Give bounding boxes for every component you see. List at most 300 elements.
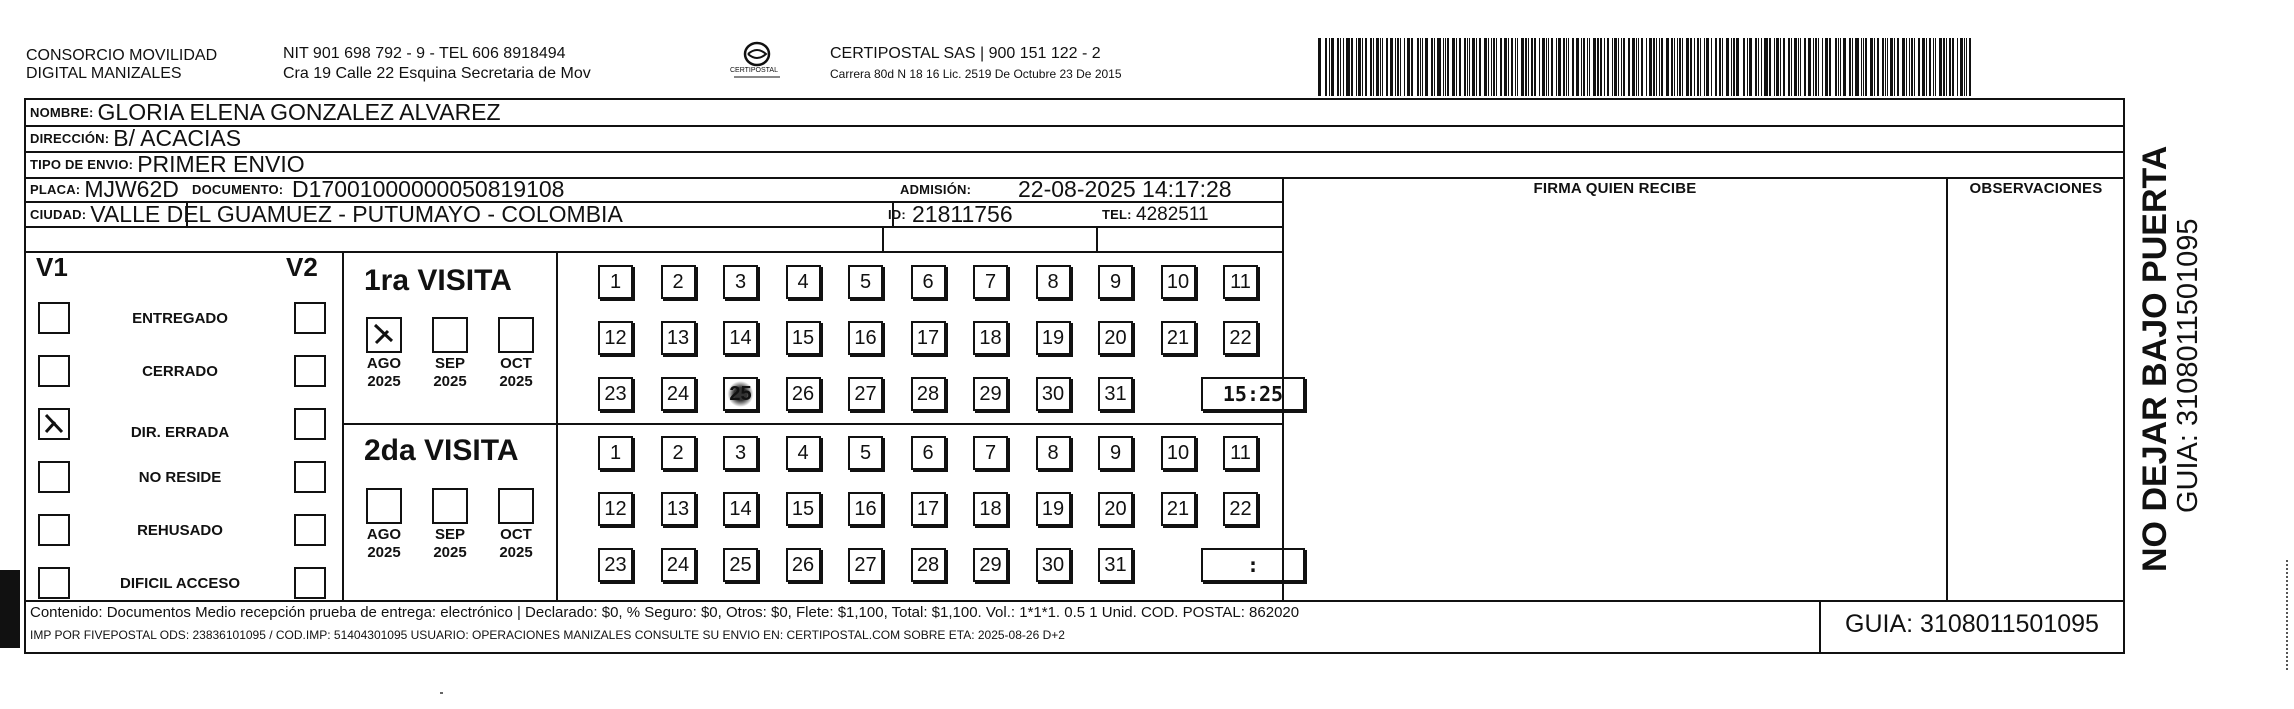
year-label: 2025: [433, 373, 467, 390]
barcode-bar: [1607, 38, 1609, 96]
day-box[interactable]: 27: [848, 377, 883, 411]
barcode-bar: [1431, 38, 1433, 96]
barcode-bar: [1604, 38, 1605, 96]
scan-dot: [440, 692, 443, 694]
barcode-bar: [1370, 38, 1372, 96]
barcode-bar: [1551, 38, 1553, 96]
month-year-label: [494, 355, 538, 391]
barcode-bar: [1943, 38, 1945, 96]
status-label: REHUSADO: [137, 522, 223, 539]
firma-label: FIRMA QUIEN RECIBE: [1533, 180, 1697, 197]
barcode-bar: [1484, 38, 1487, 96]
barcode-bar: [1452, 38, 1455, 96]
admision-label: ADMISIÓN:: [900, 182, 972, 197]
barcode-bar: [1539, 38, 1540, 96]
barcode-bar: [1659, 38, 1660, 96]
footer-imp: IMP POR FIVEPOSTAL ODS: 23836101095 / COD.IMP: 51404301095 USUARIO: OPERACIONES MANIZALES CONSULTE SU ENVIO EN: CERTIPOSTAL.COM SOBRE ETA: 2025-08-26 D+2: [30, 628, 1065, 642]
day-box[interactable]: 1: [598, 436, 633, 470]
barcode-bar: [1612, 38, 1613, 96]
barcode-bar: [1935, 38, 1936, 96]
barcode-bar: [1715, 38, 1717, 96]
barcode-bar: [1581, 38, 1582, 96]
barcode-bar: [1623, 38, 1625, 96]
left-edge-bar: [0, 570, 20, 648]
checkmark-icon: [40, 410, 68, 438]
barcode-bar: [1417, 38, 1419, 96]
barcode-bar: [1870, 38, 1873, 96]
barcode-bar: [1390, 38, 1393, 96]
barcode-bar: [1576, 38, 1579, 96]
barcode-bar: [1443, 38, 1444, 96]
barcode-bar: [1861, 38, 1862, 96]
ciudad-value: VALLE DEL GUAMUEZ - PUTUMAYO - COLOMBIA: [90, 201, 623, 227]
barcode-bar: [1882, 38, 1884, 96]
barcode-bar: [1508, 38, 1509, 96]
side-warning: NO DEJAR BAJO PUERTA: [2136, 145, 2174, 572]
footer-contenido: Contenido: Documentos Medio recepción prueba de entrega: electrónico | Declarado: $0, % Seguro: $0, Otros: $0, Flete: $1,100, Total: $1,100. Vol.: 1*1*1. 0.5 1 Unid. COD. POSTAL: 862020: [30, 604, 1300, 621]
barcode-bar: [1946, 38, 1947, 96]
day-box[interactable]: 22: [1223, 492, 1258, 526]
barcode-bar: [1628, 38, 1630, 96]
barcode-bar: [1677, 38, 1678, 96]
v2-header: V2: [286, 252, 318, 282]
barcode-bar: [1769, 38, 1771, 96]
barcode-bar: [1897, 38, 1899, 96]
day-box[interactable]: 17: [911, 321, 946, 355]
barcode-bar: [1456, 38, 1457, 96]
carrier-line: CERTIPOSTAL SAS | 900 151 122 - 2: [830, 45, 1101, 62]
barcode-bar: [1459, 38, 1461, 96]
documento-label: DOCUMENTO:: [192, 182, 284, 197]
barcode: [1318, 38, 1978, 96]
v1-checkbox[interactable]: [38, 461, 70, 493]
barcode-bar: [1774, 38, 1775, 96]
barcode-bar: [1397, 38, 1399, 96]
barcode-bar: [1614, 38, 1617, 96]
placa-label: PLACA:: [30, 182, 81, 197]
day-box[interactable]: 14: [723, 321, 758, 355]
day-box[interactable]: 4: [786, 436, 821, 470]
barcode-bar: [1686, 38, 1689, 96]
year-label: 2025: [499, 544, 533, 561]
barcode-bar: [1743, 38, 1745, 96]
day-box[interactable]: 26: [786, 548, 821, 582]
day-box[interactable]: 3: [723, 265, 758, 299]
day-box[interactable]: 25: [723, 548, 758, 582]
barcode-bar: [1641, 38, 1643, 96]
barcode-bar: [1558, 38, 1561, 96]
barcode-bar: [1863, 38, 1864, 96]
barcode-bar: [1542, 38, 1545, 96]
barcode-bar: [1521, 38, 1524, 96]
barcode-bar: [1373, 38, 1374, 96]
day-box[interactable]: 12: [598, 321, 633, 355]
day-box[interactable]: 7: [973, 265, 1008, 299]
barcode-bar: [1825, 38, 1828, 96]
nombre-row: [26, 100, 501, 125]
barcode-bar: [1491, 38, 1492, 96]
barcode-bar: [1794, 38, 1797, 96]
tel-label: TEL:: [1102, 207, 1132, 222]
barcode-bar: [1719, 38, 1721, 96]
month-label: AGO: [366, 355, 402, 372]
documento-value: D17001000000050819108: [292, 176, 565, 202]
year-label: 2025: [499, 373, 533, 390]
id-label: ID:: [888, 207, 906, 222]
admision-value: 22-08-2025 14:17:28: [1018, 176, 1232, 202]
ciudad-row: [26, 201, 1209, 227]
v1-checkbox[interactable]: [38, 514, 70, 546]
barcode-bar: [1572, 38, 1574, 96]
day-box[interactable]: 19: [1036, 321, 1071, 355]
day-box[interactable]: 2: [661, 436, 696, 470]
barcode-bar: [1331, 38, 1334, 96]
day-box[interactable]: 5: [848, 436, 883, 470]
barcode-bar: [1939, 38, 1942, 96]
v1-checkbox[interactable]: [38, 302, 70, 334]
status-label: ENTREGADO: [132, 310, 228, 327]
carrier-address: Carrera 80d N 18 16 Lic. 2519 De Octubre 23 De 2015: [830, 67, 1122, 81]
v1-checkbox[interactable]: [38, 408, 70, 440]
tipo-envio-row: [26, 152, 305, 177]
barcode-bar: [1818, 38, 1819, 96]
day-box[interactable]: 21: [1161, 321, 1196, 355]
barcode-bar: [1964, 38, 1965, 96]
barcode-bar: [1764, 38, 1768, 96]
day-box[interactable]: 12: [598, 492, 633, 526]
barcode-bar: [1804, 38, 1806, 96]
checkmark-icon: [368, 319, 400, 351]
month-checkbox[interactable]: [498, 488, 534, 524]
barcode-bar: [1500, 38, 1502, 96]
day-box[interactable]: 4: [786, 265, 821, 299]
month-year-label: [362, 526, 406, 562]
day-box[interactable]: 29: [973, 377, 1008, 411]
day-box[interactable]: 27: [848, 548, 883, 582]
month-checkbox[interactable]: [366, 317, 402, 353]
barcode-bar: [1783, 38, 1785, 96]
barcode-bar: [1380, 38, 1381, 96]
month-year-label: [428, 526, 472, 562]
logo-text: CERTIPOSTAL: [730, 67, 778, 74]
barcode-bar: [1618, 38, 1619, 96]
barcode-bar: [1838, 38, 1839, 96]
barcode-bar: [1358, 38, 1361, 96]
barcode-bar: [1583, 38, 1585, 96]
day-box[interactable]: 29: [973, 548, 1008, 582]
barcode-bar: [1704, 38, 1705, 96]
barcode-bar: [1343, 38, 1344, 96]
barcode-bar: [1593, 38, 1596, 96]
status-label: CERRADO: [142, 363, 218, 380]
barcode-bar: [1855, 38, 1859, 96]
day-box[interactable]: 5: [848, 265, 883, 299]
barcode-bar: [1791, 38, 1792, 96]
barcode-bar: [1918, 38, 1920, 96]
barcode-bar: [1690, 38, 1692, 96]
barcode-bar: [1504, 38, 1507, 96]
barcode-bar: [1636, 38, 1637, 96]
barcode-bar: [1646, 38, 1647, 96]
day-box[interactable]: 30: [1036, 377, 1071, 411]
day-box[interactable]: 18: [973, 492, 1008, 526]
barcode-bar: [1649, 38, 1652, 96]
barcode-bar: [1679, 38, 1681, 96]
barcode-bar: [1351, 38, 1353, 96]
day-box[interactable]: 28: [911, 377, 946, 411]
barcode-bar: [1957, 38, 1958, 96]
barcode-bar: [1400, 38, 1401, 96]
v2-checkbox[interactable]: [294, 302, 326, 334]
day-box[interactable]: 23: [598, 377, 633, 411]
certipostal-logo: [724, 40, 790, 86]
barcode-bar: [1525, 38, 1527, 96]
barcode-bar: [1425, 38, 1428, 96]
year-label: 2025: [433, 544, 467, 561]
company-line-2: DIGITAL MANIZALES: [26, 65, 182, 82]
barcode-bar: [1365, 38, 1367, 96]
barcode-bar: [1780, 38, 1781, 96]
day-box[interactable]: 9: [1098, 436, 1133, 470]
barcode-bar: [1808, 38, 1811, 96]
barcode-bar: [1726, 38, 1729, 96]
barcode-bar: [1674, 38, 1675, 96]
v1-checkbox[interactable]: [38, 567, 70, 599]
month-checkbox[interactable]: [432, 488, 468, 524]
day-box[interactable]: 16: [848, 321, 883, 355]
barcode-bar: [1638, 38, 1639, 96]
ciudad-label: CIUDAD:: [30, 207, 87, 222]
day-box[interactable]: 20: [1098, 321, 1133, 355]
barcode-bar: [1736, 38, 1739, 96]
barcode-bar: [1952, 38, 1954, 96]
barcode-bar: [1469, 38, 1470, 96]
barcode-bar: [1852, 38, 1853, 96]
barcode-bar: [1700, 38, 1701, 96]
barcode-bar: [1815, 38, 1817, 96]
barcode-bar: [1556, 38, 1557, 96]
direccion-label: DIRECCIÓN:: [30, 131, 110, 146]
day-box[interactable]: 22: [1223, 321, 1258, 355]
barcode-bar: [1362, 38, 1363, 96]
day-box[interactable]: 26: [786, 377, 821, 411]
barcode-bar: [1472, 38, 1475, 96]
nombre-value: GLORIA ELENA GONZALEZ ALVAREZ: [97, 99, 501, 125]
barcode-bar: [1755, 38, 1757, 96]
day-box[interactable]: 13: [661, 321, 696, 355]
barcode-bar: [1517, 38, 1518, 96]
day-box[interactable]: 6: [911, 436, 946, 470]
barcode-bar: [1376, 38, 1379, 96]
barcode-bar: [1467, 38, 1468, 96]
barcode-bar: [1711, 38, 1712, 96]
barcode-bar: [1949, 38, 1951, 96]
status-label: DIFICIL ACCESO: [119, 575, 240, 592]
barcode-bar: [1966, 38, 1967, 96]
barcode-bar: [1318, 38, 1321, 96]
barcode-bar: [1531, 38, 1533, 96]
barcode-bar: [1476, 38, 1477, 96]
barcode-bar: [1776, 38, 1779, 96]
barcode-bar: [1621, 38, 1622, 96]
day-box[interactable]: 15: [786, 321, 821, 355]
day-box[interactable]: 8: [1036, 265, 1071, 299]
v2-checkbox[interactable]: [294, 355, 326, 387]
barcode-bar: [1960, 38, 1963, 96]
barcode-bar: [1894, 38, 1895, 96]
barcode-bar: [1563, 38, 1565, 96]
barcode-bar: [1682, 38, 1683, 96]
day-box[interactable]: 11: [1223, 436, 1258, 470]
barcode-bar: [1340, 38, 1341, 96]
time-box[interactable]: 15:25: [1201, 377, 1305, 411]
day-box[interactable]: 1: [598, 265, 633, 299]
barcode-bar: [1515, 38, 1516, 96]
year-label: 2025: [367, 373, 401, 390]
day-box[interactable]: 24: [661, 377, 696, 411]
month-checkbox[interactable]: [432, 317, 468, 353]
day-box[interactable]: 6: [911, 265, 946, 299]
day-box[interactable]: 20: [1098, 492, 1133, 526]
barcode-bar: [1747, 38, 1748, 96]
barcode-bar: [1422, 38, 1423, 96]
barcode-bar: [1849, 38, 1851, 96]
month-checkbox[interactable]: [498, 317, 534, 353]
barcode-bar: [1671, 38, 1673, 96]
observaciones-label: OBSERVACIONES: [1969, 180, 2103, 197]
barcode-bar: [1835, 38, 1837, 96]
tel-value: 4282511: [1136, 203, 1209, 225]
barcode-bar: [1933, 38, 1934, 96]
barcode-bar: [1798, 38, 1799, 96]
day-box[interactable]: 31: [1098, 377, 1133, 411]
barcode-bar: [1661, 38, 1663, 96]
day-box[interactable]: 28: [911, 548, 946, 582]
nombre-label: NOMBRE:: [30, 105, 94, 120]
barcode-bar: [1329, 38, 1330, 96]
day-box[interactable]: 13: [661, 492, 696, 526]
day-box[interactable]: 10: [1161, 436, 1196, 470]
company-info: [283, 44, 591, 84]
right-edge-mark: [2286, 560, 2290, 670]
barcode-bar: [1877, 38, 1879, 96]
barcode-bar: [1887, 38, 1888, 96]
barcode-bar: [1890, 38, 1893, 96]
day-box[interactable]: 17: [911, 492, 946, 526]
barcode-bar: [1395, 38, 1396, 96]
barcode-bar: [1666, 38, 1669, 96]
barcode-bar: [1404, 38, 1405, 96]
day-box[interactable]: 8: [1036, 436, 1071, 470]
barcode-bar: [1694, 38, 1695, 96]
barcode-bar: [1909, 38, 1910, 96]
barcode-bar: [1822, 38, 1823, 96]
v2-checkbox[interactable]: [294, 408, 326, 440]
barcode-bar: [1911, 38, 1913, 96]
barcode-bar: [1587, 38, 1588, 96]
barcode-bar: [1356, 38, 1357, 96]
barcode-bar: [1885, 38, 1886, 96]
barcode-bar: [1656, 38, 1657, 96]
day-box[interactable]: 24: [661, 548, 696, 582]
id-value: 21811756: [912, 201, 1013, 227]
barcode-bar: [1325, 38, 1327, 96]
day-box[interactable]: 23: [598, 548, 633, 582]
barcode-bar: [1420, 38, 1421, 96]
barcode-bar: [1386, 38, 1388, 96]
barcode-bar: [1733, 38, 1735, 96]
status-label: DIR. ERRADA: [130, 424, 230, 441]
day-box[interactable]: 31: [1098, 548, 1133, 582]
barcode-bar: [1346, 38, 1350, 96]
day-box[interactable]: 14: [723, 492, 758, 526]
barcode-bar: [1445, 38, 1446, 96]
day-box[interactable]: 30: [1036, 548, 1071, 582]
day-box[interactable]: 3: [723, 436, 758, 470]
barcode-bar: [1407, 38, 1410, 96]
barcode-bar: [1840, 38, 1841, 96]
barcode-bar: [1434, 38, 1435, 96]
barcode-bar: [1632, 38, 1635, 96]
delivery-form: [24, 98, 2125, 654]
day-box[interactable]: 15: [786, 492, 821, 526]
barcode-bar: [1874, 38, 1875, 96]
day-box[interactable]: 10: [1161, 265, 1196, 299]
time-box[interactable]: :: [1201, 548, 1305, 582]
placa-value: MJW62D: [84, 176, 179, 202]
barcode-bar: [1914, 38, 1915, 96]
barcode-bar: [1600, 38, 1602, 96]
day-box[interactable]: 25: [723, 377, 758, 411]
side-guia: GUIA: 3108011501095: [2172, 218, 2204, 513]
day-box[interactable]: 18: [973, 321, 1008, 355]
day-box[interactable]: 2: [661, 265, 696, 299]
barcode-bar: [1488, 38, 1489, 96]
barcode-bar: [1731, 38, 1732, 96]
barcode-bar: [1411, 38, 1413, 96]
barcode-bar: [1926, 38, 1927, 96]
v2-checkbox[interactable]: [294, 567, 326, 599]
barcode-bar: [1800, 38, 1801, 96]
barcode-bar: [1902, 38, 1905, 96]
carrier-info: [830, 44, 1122, 82]
day-box[interactable]: 7: [973, 436, 1008, 470]
barcode-bar: [1566, 38, 1567, 96]
barcode-bar: [1813, 38, 1814, 96]
visit1-title: 1ra VISITA: [364, 264, 512, 297]
barcode-bar: [1479, 38, 1481, 96]
barcode-bar: [1437, 38, 1441, 96]
barcode-bar: [1447, 38, 1449, 96]
day-box[interactable]: 19: [1036, 492, 1071, 526]
year-label: 2025: [367, 544, 401, 561]
day-box[interactable]: 21: [1161, 492, 1196, 526]
day-box[interactable]: 11: [1223, 265, 1258, 299]
barcode-bar: [1496, 38, 1497, 96]
day-box[interactable]: 16: [848, 492, 883, 526]
v2-checkbox[interactable]: [294, 461, 326, 493]
month-label: OCT: [500, 526, 532, 543]
barcode-bar: [1697, 38, 1699, 96]
v2-checkbox[interactable]: [294, 514, 326, 546]
v1-checkbox[interactable]: [38, 355, 70, 387]
day-box[interactable]: 9: [1098, 265, 1133, 299]
barcode-bar: [1464, 38, 1466, 96]
direccion-value: B/ ACACIAS: [113, 125, 242, 151]
month-checkbox[interactable]: [366, 488, 402, 524]
barcode-bar: [1758, 38, 1759, 96]
direccion-row: [26, 126, 241, 151]
